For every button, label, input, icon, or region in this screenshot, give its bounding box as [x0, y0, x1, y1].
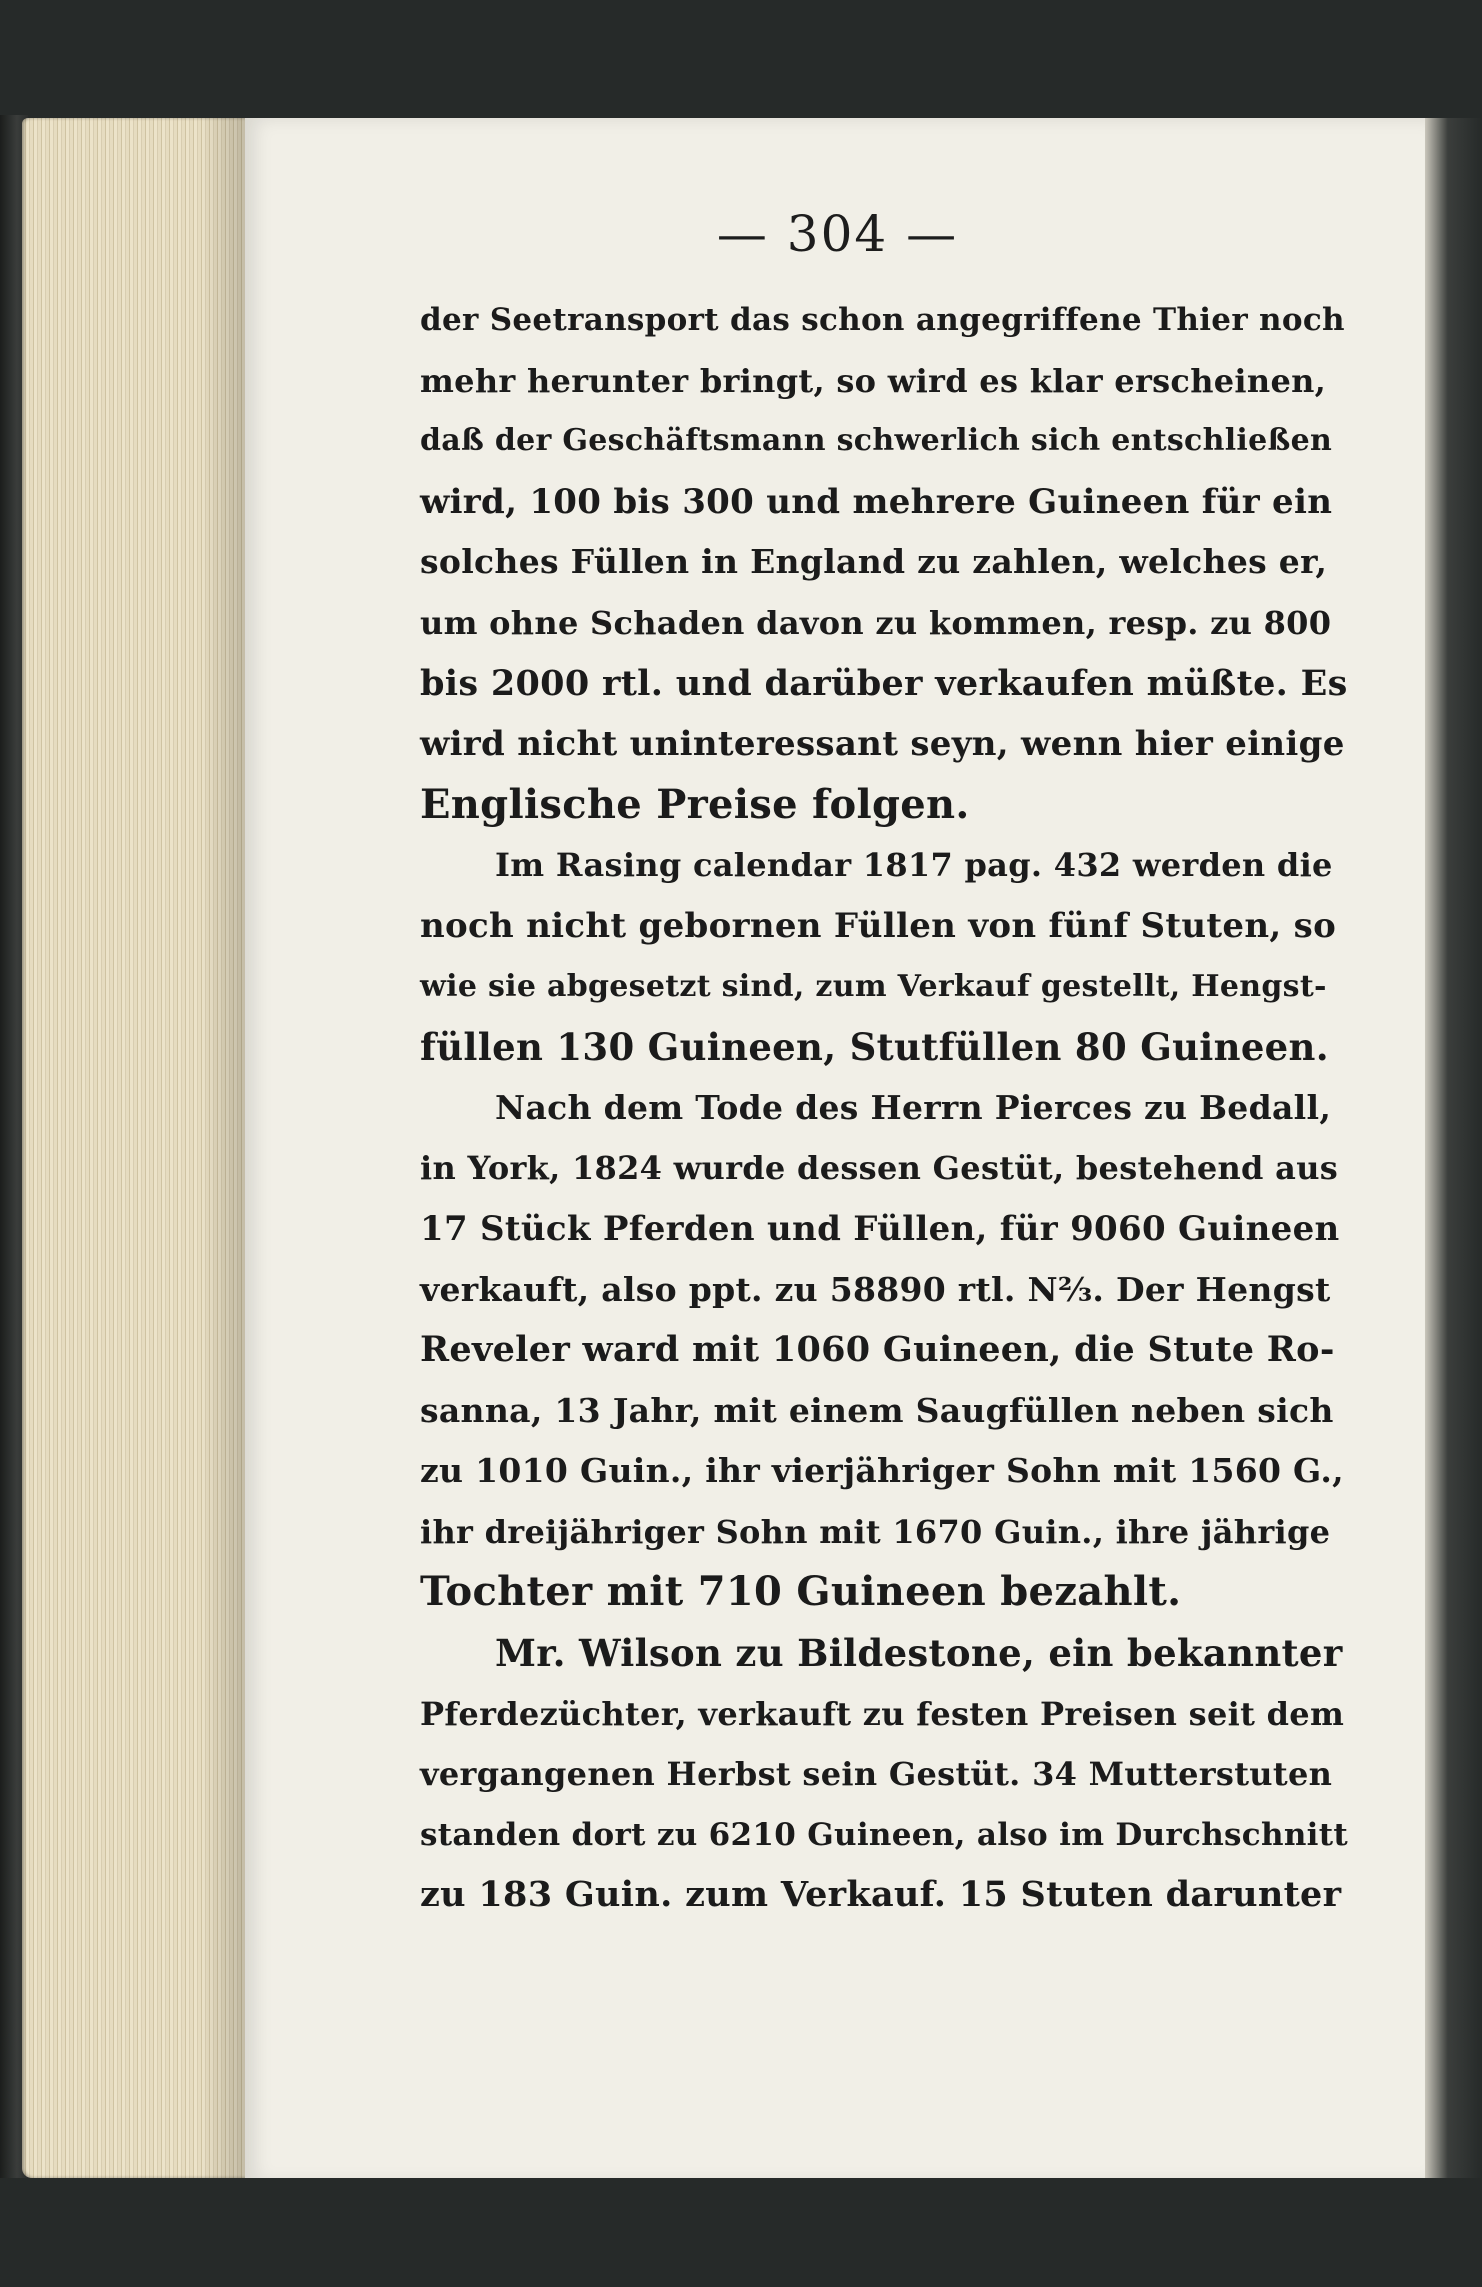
text-line: noch nicht gebornen Füllen von fünf Stuten, so	[420, 905, 1337, 946]
page-number: — 304 —	[716, 205, 959, 263]
text-line: Nach dem Tode des Herrn Pierces zu Bedall,	[495, 1087, 1332, 1127]
text-line: Mr. Wilson zu Bildestone, ein bekannter	[495, 1631, 1343, 1676]
text-line: der Seetransport das schon angegriffene Thier noch	[420, 302, 1345, 338]
text-line: standen dort zu 6210 Guineen, also im Durchschnitt	[420, 1816, 1348, 1853]
text-line: wie sie abgesetzt sind, zum Verkauf gestellt, Hengst-	[420, 968, 1327, 1004]
text-line: solches Füllen in England zu zahlen, welches er,	[420, 542, 1328, 582]
text-line: zu 183 Guin. zum Verkauf. 15 Stuten darunter	[420, 1874, 1342, 1916]
text-line: sanna, 13 Jahr, mit einem Saugfüllen neben sich	[420, 1390, 1334, 1430]
text-line: um ohne Schaden davon zu kommen, resp. zu 800	[420, 603, 1332, 642]
text-line: in York, 1824 wurde dessen Gestüt, bestehend aus	[420, 1149, 1339, 1188]
text-line: 17 Stück Pferden und Füllen, für 9060 Guineen	[420, 1208, 1340, 1249]
facing-page-edge	[1425, 118, 1482, 2183]
text-line: vergangenen Herbst sein Gestüt. 34 Mutterstuten	[420, 1755, 1333, 1794]
text-line: füllen 130 Guineen, Stutfüllen 80 Guineen.	[420, 1025, 1329, 1070]
text-line: bis 2000 rtl. und darüber verkaufen müßte. Es	[420, 662, 1348, 704]
text-line: ihr dreijähriger Sohn mit 1670 Guin., ihre jährige	[420, 1512, 1331, 1551]
text-line: Pferdezüchter, verkauft zu festen Preisen seit dem	[420, 1694, 1345, 1733]
text-line: daß der Geschäftsmann schwerlich sich entschließen	[420, 423, 1333, 459]
text-line: Englische Preise folgen.	[420, 780, 970, 828]
bottom-background	[0, 2178, 1482, 2287]
body-text	[420, 290, 1350, 1926]
text-line: wird nicht uninteressant seyn, wenn hier einige	[420, 724, 1345, 765]
text-line: Reveler ward mit 1060 Guineen, die Stute Ro-	[420, 1329, 1335, 1371]
text-line: wird, 100 bis 300 und mehrere Guineen für ein	[420, 481, 1333, 522]
page-edges-shadow	[200, 118, 248, 2178]
text-line: Im Rasing calendar 1817 pag. 432 werden die	[495, 846, 1333, 885]
text-line: Tochter mit 710 Guineen bezahlt.	[420, 1568, 1182, 1616]
text-line: mehr herunter bringt, so wird es klar erscheinen,	[420, 361, 1327, 400]
text-line: verkauft, also ppt. zu 58890 rtl. N⅔. Der Hengst	[420, 1269, 1331, 1309]
text-line: zu 1010 Guin., ihr vierjähriger Sohn mit 1560 G.,	[420, 1451, 1344, 1491]
